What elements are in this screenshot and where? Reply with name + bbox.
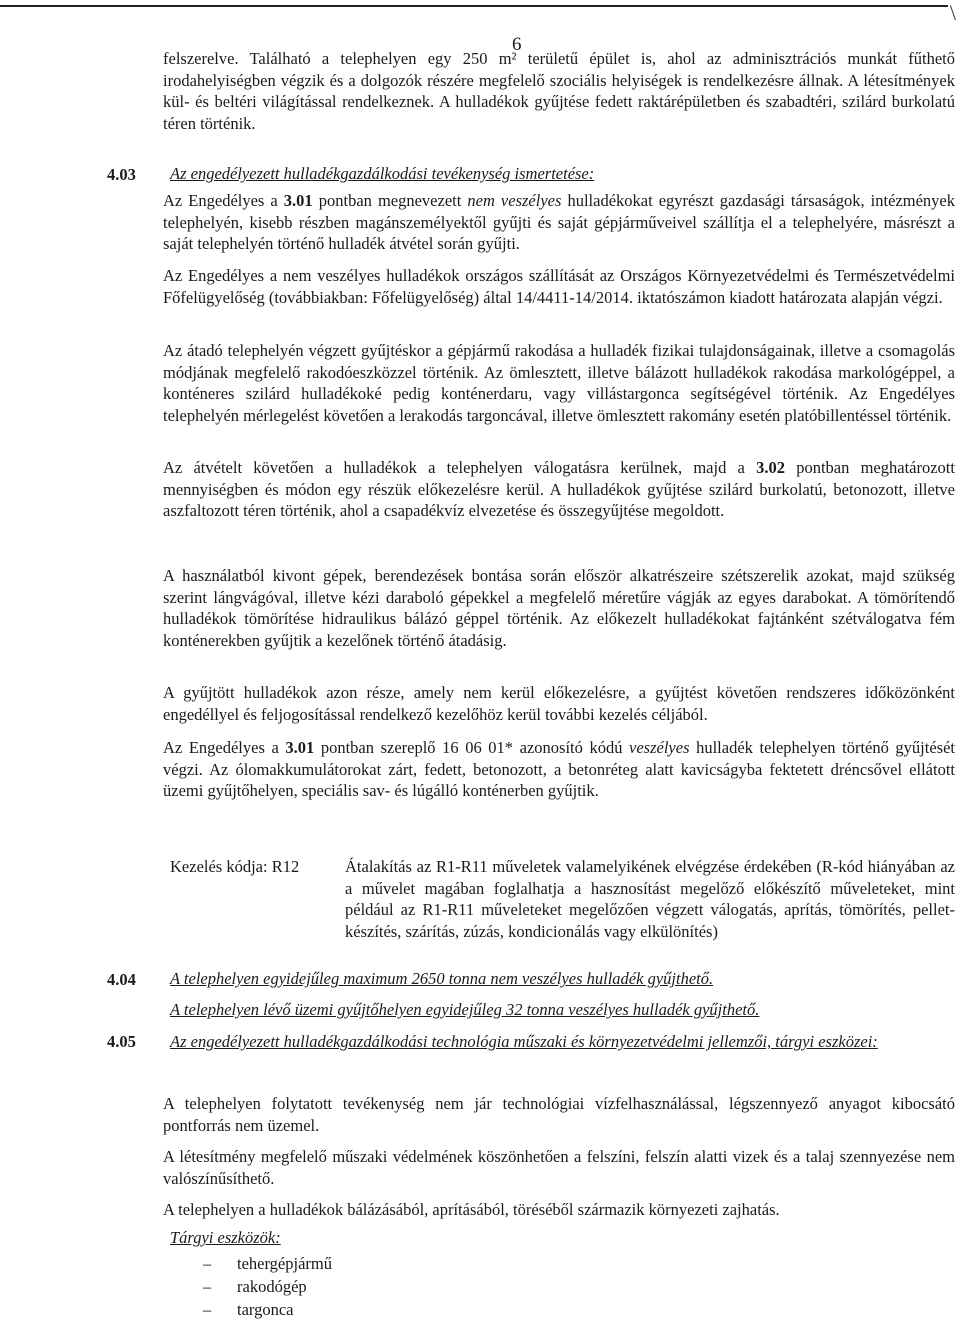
section-4-04-number: 4.04	[107, 970, 136, 989]
list-item: – rakodógép	[203, 1275, 332, 1298]
list-item: – targonca	[203, 1298, 332, 1321]
s405-paragraph-1: A telephelyen folytatott tevékenység nem jár technológiai vízfelhasználással, légszennyező anyagot kibocsátó pontforrás nem üzemel.	[163, 1094, 955, 1135]
page-number: 6	[512, 34, 522, 55]
section-4-04-line-1: A telephelyen egyidejűleg maximum 2650 tonna nem veszélyes hulladék gyűjthető.	[170, 969, 714, 988]
s405-paragraph-3: A telephelyen a hulladékok bálázásából, aprításából, töréséből származik környezeti zajhatás.	[163, 1200, 780, 1219]
s403-paragraph-6: A gyűjtött hulladékok azon része, amely nem kerül előkezelésre, a gyűjtést követően rendszeres időközönként engedéllyel és feljogosítással rendelkező kezelőhöz kerül további kezelés céljából.	[163, 683, 955, 724]
section-4-04-line-2: A telephelyen lévő üzemi gyűjtőhelyen egyidejűleg 32 tonna veszélyes hulladék gyűjthető.	[170, 1000, 760, 1019]
tools-list	[203, 1252, 332, 1321]
section-4-03-number: 4.03	[107, 165, 136, 184]
treatment-code-description: Átalakítás az R1-R11 műveletek valamelyikének elvégzése érdekében (R-kód hiányában az a művelet magában foglalhatja a hasznosítást megelőző előkészítő műveleteket, mint például az R1-R11 műveleteket megelőzően végzett válogatás, aprítás, tömörítés, pellet-készítés, szárítás, zúzás, kondicionálás vagy elkülönítés)	[345, 857, 955, 941]
s403-paragraph-5: A használatból kivont gépek, berendezések bontása során először alkatrészeire szétszerelik azokat, majd szükség szerint lángvágóval, illetve kézi daraboló gépekkel a megfelelő méretűre vágják az egyes darabokat. A tömörítendő hulladékok tömörítése hidraulikus bálázó géppel történik. Az előkezelt hulladékokat fajtánként szétválogatva fém konténerekben gyűjtik a kezelőnek történő átadásig.	[163, 566, 955, 650]
s403-paragraph-3: Az átadó telephelyén végzett gyűjtéskor a gépjármű rakodása a hulladék fizikai tulajdonságainak, illetve a csomagolás módjának megfelelő rakodóeszközzel történik. Az ömlesztett, illetve bálázott hulladékok rakodása markológéppel, a konténeres szilárd hulladékoké pedig konténerdaru, vagy villástargonca segítségével történik. Az Engedélyes telephelyén mérlegelést követően a lerakodás targoncával, illetve ömlesztett rakomány esetén platóbillentéssel történik.	[163, 341, 955, 425]
intro-paragraph: felszerelve. Található a telephelyen egy 250 m² területű épület is, ahol az adminisztrációs munkát fűthető irodahelyiségben végzik és a dolgozók részére megfelelő szociális helyiségek is rendelkezésre állnak. A létesítmények kül- és beltéri világítással rendelkeznek. A hulladékok gyűjtése fedett raktárépületben és szabadtéri, szilárd burkolatú téren történik.	[163, 49, 955, 133]
top-rule	[0, 5, 948, 7]
corner-mark: \	[949, 0, 956, 25]
tools-heading: Tárgyi eszközök:	[170, 1228, 281, 1247]
s403-paragraph-7: Az Engedélyes a 3.01 pontban szereplő 16 06 01* azonosító kódú veszélyes hulladék telephelyen történő gyűjtését végzi. Az ólomakkumulátorokat zárt, fedett, betonozott, a betonréteg alatt kavicságyba fektetett dréncsővel ellátott üzemi gyűjtőhelyen, speciális sav- és lúgálló konténerben gyűjtik.	[163, 738, 955, 800]
section-4-05-heading: Az engedélyezett hulladékgazdálkodási technológia műszaki és környezetvédelmi jellemzői, tárgyi eszközei:	[170, 1032, 878, 1051]
section-4-03-heading: Az engedélyezett hulladékgazdálkodási tevékenység ismertetése:	[170, 164, 595, 183]
s403-paragraph-4: Az átvételt követően a hulladékok a telephelyen válogatásra kerülnek, majd a 3.02 pontban meghatározott mennyiségben és módon egy részük előkezelésre kerül. A hulladékok gyűjtése szilárd burkolatú, betonozott, illetve aszfaltozott téren történik, ahol a csapadékvíz elvezetése és összegyűjtése megoldott.	[163, 458, 955, 520]
section-4-05-number: 4.05	[107, 1032, 136, 1051]
treatment-code-label: Kezelés kódja: R12	[170, 857, 300, 876]
s403-paragraph-1: Az Engedélyes a 3.01 pontban megnevezett nem veszélyes hulladékokat egyrészt gazdasági társaságok, intézmények telephelyén, kisebb részben magánszemélyektől gyűjti és saját gépjárműveivel szállítja el a telephelyére, másrészt a saját telephelyén történő hulladék átvétel során gyűjti.	[163, 191, 955, 253]
s405-paragraph-2: A létesítmény megfelelő műszaki védelmének köszönhetően a felszíni, felszín alatti vizek és a talaj szennyezése nem valószínűsíthető.	[163, 1147, 955, 1188]
list-item: – tehergépjármű	[203, 1252, 332, 1275]
s403-paragraph-2: Az Engedélyes a nem veszélyes hulladékok országos szállítását az Országos Környezetvédelmi és Természetvédelmi Főfelügyelőség (továbbiakban: Főfelügyelőség) által 14/4411-14/2014. iktatószámon kiadott határozata alapján végzi.	[163, 266, 955, 307]
